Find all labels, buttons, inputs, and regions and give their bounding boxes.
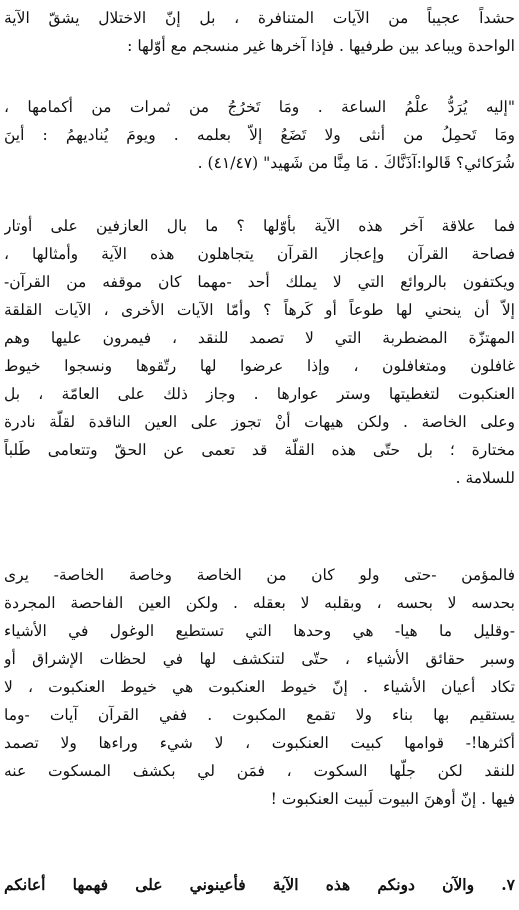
- text-line: فصاحة القرآن وإعجاز القرآن يتجاهلون هذه الآية وأمثالها ،: [4, 245, 515, 263]
- text-line: ومَا تَحمِلُ من أنثى ولا تَضَعُ إلاّ بعلمه . ويومَ يُناديهمُ : أينَ: [4, 126, 515, 144]
- text-line: ويكتفون بالروائع التي لا يملك أحد -مهما كان موقفه من القرآن-: [4, 273, 515, 291]
- text-line: وعلى الخاصة . ولكن هيهات أنْ تجوز على العين الناقدة لقلّة نادرة: [4, 413, 515, 431]
- text-line: فما علاقة آخر هذه الآية بأوّلها ؟ ما بال العازفين على أوتار: [4, 217, 515, 235]
- text-line: حشداً عجيباً من الآيات المتنافرة ، بل إنّ الاختلال يشقّ الآية: [4, 9, 515, 27]
- text-line: يستقيم بها بناء ولا تقمع المكبوت . ففي القرآن آيات -وما: [4, 706, 515, 724]
- text-line: "إليه يُرَدُّ علْمُ الساعة . ومَا تَخرُجُ من ثمرات من أكمامها ،: [4, 98, 515, 116]
- text-line: أكثرها!- قوامها كبيت العنكبوت ، لا شيء وراءها ولا تصمد: [4, 734, 515, 752]
- text-line: ٧. والآن دونكم هذه الآية فأعينوني على فهمها أعانكم: [4, 875, 515, 894]
- text-line: الواحدة ويباعد بين طرفيها . فإذا آخرها غير منسجم مع أوّلها :: [127, 37, 515, 55]
- text-line: شُرَكائي؟ قَالوا:آذَنَّاكَ . مَا مِنَّا من شَهيد" (٤١/٤٧) .: [197, 154, 515, 172]
- text-line: فالمؤمن -حتى ولو كان من الخاصة وخاصة الخاصة- يرى: [4, 566, 515, 584]
- text-line: العنكبوت لتغطيتها وستر عوارها . وجاز ذلك على العامّة ، بل: [4, 385, 515, 403]
- text-line: وسبر حقائق الأشياء ، حتّى لتنكشف لها في لحظات الإشراق أو: [4, 650, 515, 668]
- text-line: المهتزّة المضطربة التي لا تصمد للنقد ، فيمرون عليها وهم: [4, 329, 515, 347]
- text-line: تكاد أعيان الأشياء . إنّ خيوط العنكبوت هي خيوط العنكبوت ، لا: [4, 678, 515, 696]
- text-line: إلاّ أن ينحني لها طوعاً أو كَرهاً ؟ وأمّا الآيات الأخرى ، الآيات القلقة: [4, 301, 515, 319]
- text-line: مختارة ؛ بل حتّى هذه القلّة قد تعمى عن الحقّ وتتعامى طَلباً: [4, 441, 515, 459]
- text-line: للسلامة .: [455, 469, 515, 487]
- text-line: بحدسه لا بحسه ، وبقلبه لا بعقله . ولكن العين الفاحصة المجردة: [4, 594, 515, 612]
- text-line: للنقد لكن جلّها السكوت ، فمَن لي بكشف المسكوت عنه: [4, 762, 515, 780]
- text-line: غافلون ومتغافلون ، وإذا عرضوا لها رتّقوها ونسجوا خيوط: [4, 357, 515, 375]
- text-line: فيها . إنّ أوهنَ البيوت لَبيت العنكبوت !: [270, 790, 515, 808]
- text-line: -وقليل ما هيا- هي وحدها التي تستطيع الوغول في الأشياء: [4, 622, 515, 640]
